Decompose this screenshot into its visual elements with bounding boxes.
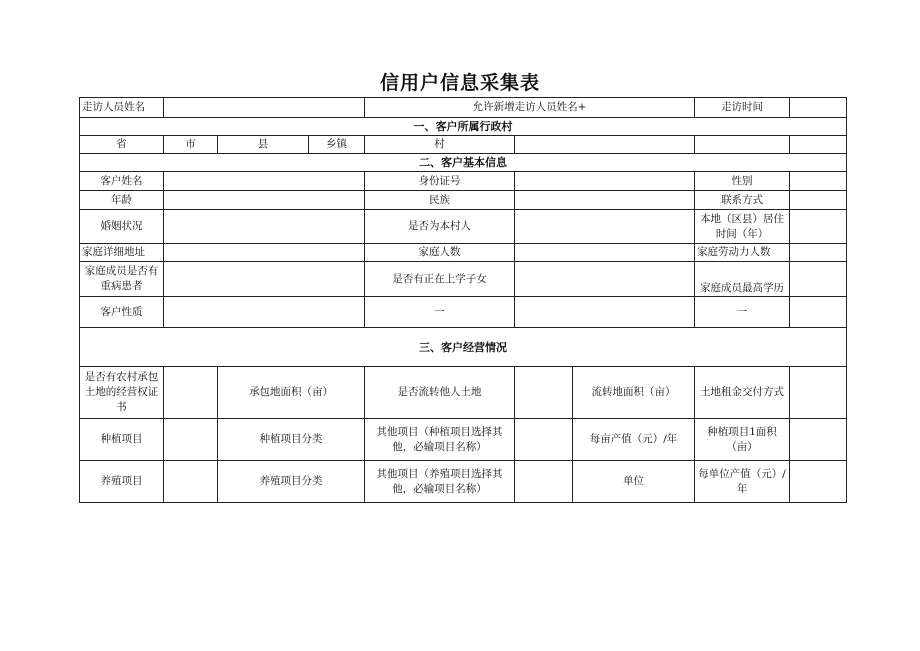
contact-label: 联系方式 [695,191,790,210]
admin-extra-field[interactable] [695,136,790,154]
breeding-other-field[interactable] [515,461,573,503]
planting-other-label: 其他项目（种植项目选择其他，必输项目名称） [365,419,515,461]
section-admin-village: 一、客户所属行政村 [80,118,847,136]
dash-mark-1: 一 [365,297,515,328]
student-label: 是否有正在上学子女 [365,262,515,297]
ethnicity-label: 民族 [365,191,515,210]
land-right-label: 是否有农村承包土地的经营权证书 [80,367,164,419]
village-field[interactable] [515,136,695,154]
gender-label: 性别 [695,172,790,191]
visit-time-field[interactable] [790,98,847,118]
city-label: 市 [164,136,218,154]
rent-method-label: 土地租金交付方式 [695,367,790,419]
age-label: 年龄 [80,191,164,210]
planting-label: 种植项目 [80,419,164,461]
transfer-out-label: 是否流转他人土地 [365,367,515,419]
planting-area-label: 种植项目1面积（亩） [695,419,790,461]
id-number-label: 身份证号 [365,172,515,191]
dash-mark-2: 一 [695,297,790,328]
labor-count-label: 家庭劳动力人数 [695,244,790,262]
visitor-name-label: 走访人员姓名 [80,98,164,118]
visit-time-label: 走访时间 [695,98,790,118]
customer-type-label: 客户性质 [80,297,164,328]
section-basic-info: 二、客户基本信息 [80,154,847,172]
planting-area-field[interactable] [790,419,847,461]
planting-field[interactable] [164,419,218,461]
family-size-label: 家庭人数 [365,244,515,262]
student-field[interactable] [515,262,695,297]
section-business-info: 三、客户经营情况 [80,328,847,367]
unit-value-label: 每单位产值（元）/年 [695,461,790,503]
province-label: 省 [80,136,164,154]
ethnicity-field[interactable] [515,191,695,210]
education-field[interactable] [790,262,847,297]
info-form-table [79,97,847,503]
planting-category-label: 种植项目分类 [218,419,365,461]
transfer-area-label: 流转地面积（亩） [573,367,695,419]
town-label: 乡镇 [309,136,365,154]
allow-add-visitor-label: 允许新增走访人员姓名+ [365,98,695,118]
is-villager-label: 是否为本村人 [365,210,515,244]
visitor-name-field[interactable] [164,98,365,118]
address-field[interactable] [164,244,365,262]
breeding-field[interactable] [164,461,218,503]
breeding-category-label: 养殖项目分类 [218,461,365,503]
labor-count-field[interactable] [790,244,847,262]
family-size-field[interactable] [515,244,695,262]
county-label: 县 [218,136,309,154]
rent-method-field[interactable] [790,367,847,419]
education-label: 家庭成员最高学历 [695,262,790,297]
gender-field[interactable] [790,172,847,191]
customer-type-extra-field-2[interactable] [790,297,847,328]
age-field[interactable] [164,191,365,210]
contact-field[interactable] [790,191,847,210]
customer-name-field[interactable] [164,172,365,191]
contract-area-label: 承包地面积（亩） [218,367,365,419]
land-right-field[interactable] [164,367,218,419]
breeding-label: 养殖项目 [80,461,164,503]
unit-label: 单位 [573,461,695,503]
residence-time-field[interactable] [790,210,847,244]
transfer-out-field[interactable] [515,367,573,419]
customer-type-field[interactable] [164,297,365,328]
form-title: 信用户信息采集表 [379,72,540,94]
breeding-other-label: 其他项目（养殖项目选择其他，必输项目名称） [365,461,515,503]
marital-label: 婚姻状况 [80,210,164,244]
illness-label: 家庭成员是否有重病患者 [80,262,164,297]
customer-name-label: 客户姓名 [80,172,164,191]
id-number-field[interactable] [515,172,695,191]
customer-type-extra-field[interactable] [515,297,695,328]
residence-time-label: 本地（区县）居住时间（年） [695,210,790,244]
marital-field[interactable] [164,210,365,244]
unit-value-field[interactable] [790,461,847,503]
village-label: 村 [365,136,515,154]
address-label: 家庭详细地址 [80,244,164,262]
is-villager-field[interactable] [515,210,695,244]
planting-other-field[interactable] [515,419,573,461]
admin-extra-field-2[interactable] [790,136,847,154]
yield-per-mu-label: 每亩产值（元）/年 [573,419,695,461]
illness-field[interactable] [164,262,365,297]
